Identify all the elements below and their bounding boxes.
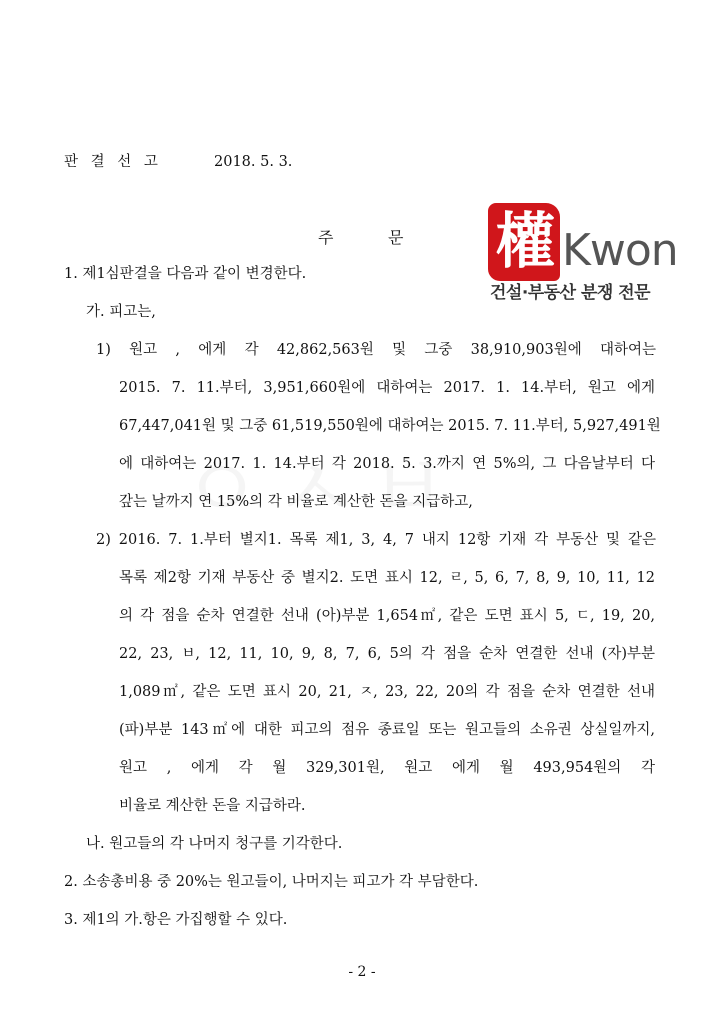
- decision-date: 2018. 5. 3.: [214, 154, 293, 170]
- sub-item-na: 나. 원고들의 각 나머지 청구를 기각한다.: [86, 836, 343, 852]
- brand-tagline: 건설·부동산 분쟁 전문: [490, 283, 651, 303]
- clause-2-line-1: 2) 2016. 7. 1.부터 별지1. 목록 제1, 3, 4, 7 내지 12항 기재 각 부동산 및 같은: [96, 532, 656, 548]
- kwon-logo: [488, 203, 678, 305]
- brand-name: Kwon: [562, 225, 678, 276]
- seal-char: 權: [495, 207, 555, 277]
- clause-1-line-4: 에 대하여는 2017. 1. 14.부터 각 2018. 5. 3.까지 연 5%의, 그 다음날부터 다: [119, 456, 655, 472]
- main-item-3: 3. 제1의 가.항은 가집행할 수 있다.: [64, 912, 288, 928]
- heading-char-1: 주: [318, 228, 334, 247]
- clause-2-line-7: 원고 , 에게 각 월 329,301원, 원고 에게 월 493,954원의 각: [119, 760, 655, 776]
- decision-date-line: [64, 152, 293, 172]
- page-number: - 2 -: [348, 964, 376, 980]
- clause-2-line-8: 비율로 계산한 돈을 지급하라.: [119, 798, 306, 814]
- clause-1-line-3: 67,447,041원 및 그중 61,519,550원에 대하여는 2015. 7. 11.부터, 5,927,491원: [119, 418, 661, 434]
- clause-2-line-4: 22, 23, ㅂ, 12, 11, 10, 9, 8, 7, 6, 5의 각 점을 순차 연결한 선내 (자)부분: [119, 646, 655, 662]
- heading-char-2: 문: [388, 228, 404, 247]
- clause-1-line-5: 갚는 날까지 연 15%의 각 비율로 계산한 돈을 지급하고,: [119, 494, 473, 510]
- clause-1-line-1: 1) 원고 , 에게 각 42,862,563원 및 그중 38,910,903원에 대하여는: [96, 342, 656, 358]
- clause-2-line-3: 의 각 점을 순차 연결한 선내 (아)부분 1,654㎡, 같은 도면 표시 5, ㄷ, 19, 20,: [119, 608, 655, 624]
- main-item-1: 1. 제1심판결을 다음과 같이 변경한다.: [64, 266, 307, 282]
- decision-label: 판 결 선 고: [64, 154, 162, 170]
- main-item-2: 2. 소송총비용 중 20%는 원고들이, 나머지는 피고가 각 부담한다.: [64, 874, 479, 890]
- clause-2-line-6: (파)부분 143㎡에 대한 피고의 점유 종료일 또는 원고들의 소유권 상실일까지,: [119, 722, 655, 738]
- clause-2-line-2: 목록 제2항 기재 부동산 중 별지2. 도면 표시 12, ㄹ, 5, 6, 7, 8, 9, 10, 11, 12: [119, 570, 655, 586]
- clause-1-line-2: 2015. 7. 11.부터, 3,951,660원에 대하여는 2017. 1. 14.부터, 원고 에게: [119, 380, 655, 396]
- clause-2-line-5: 1,089㎡, 같은 도면 표시 20, 21, ㅈ, 23, 22, 20의 각 점을 순차 연결한 선내: [119, 684, 655, 700]
- watermark: [180, 420, 459, 544]
- sub-item-ga: 가. 피고는,: [86, 304, 156, 320]
